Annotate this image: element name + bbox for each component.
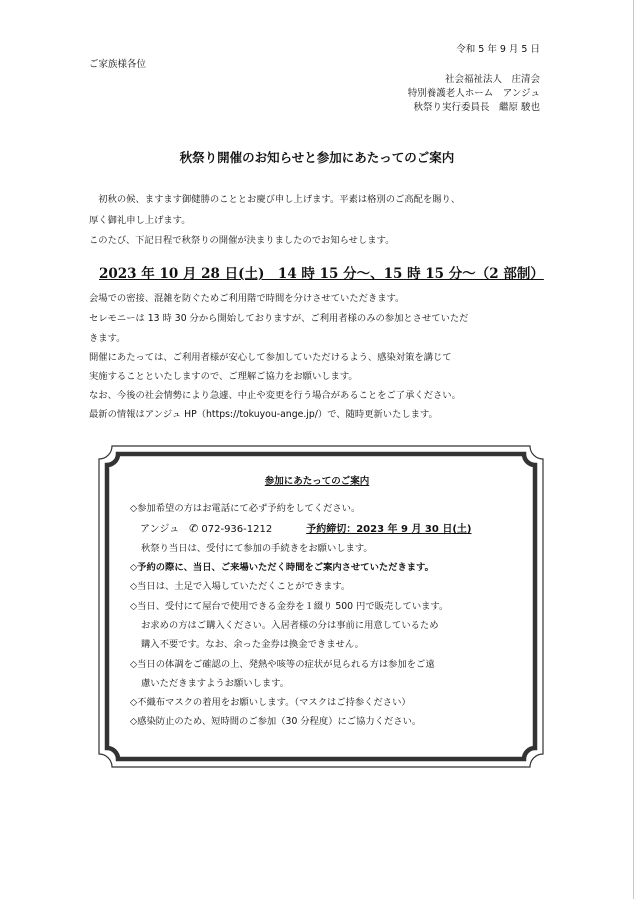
body-line: なお、今後の社会情勢により急遽、中止や変更を行う場合があることをご了承ください。 [89,390,461,401]
notice-box-title: 参加にあたってのご案内 [264,476,370,487]
body-line: セレモニーは 13 時 30 分から開始しておりますが、ご利用者様のみの参加とさせていただ [89,313,469,324]
short-stay-notice: ◇感染防止のため、短時間のご参加（30 分程度）にご協力ください。 [130,716,422,727]
mask-notice: ◇不織布マスクの着用をお願いします。（マスクはご持参ください） [130,697,411,708]
greeting-line: 初秋の候、ますます御健勝のこととお慶び申し上げます。平素は格別のご高配を賜り、 [89,194,461,205]
addressee: ご家族様各位 [89,59,147,70]
document-date: 令和 5 年 9 月 5 日 [456,44,540,55]
ticket-notice: ◇当日、受付にて屋台で使用できる金券を１綴り 500 円で販売しています。 [130,601,449,612]
body-line: 最新の情報はアンジュ HP（https://tokuyou-ange.jp/）で、随時更新いたします。 [89,409,438,420]
reservation-notice: ◇参加希望の方はお電話にて必ず予約をしてください。 [130,503,361,514]
time-notice: ◇予約の際に、当日、ご来場いただく時間をご案内させていただきます。 [130,562,434,573]
ticket-notice: お求めの方はご購入ください。入居者様の分は事前に用意しているため [141,620,439,631]
greeting-line: 厚く御礼申し上げます。 [89,215,191,226]
sender-person: 秋祭り実行委員長 繼原 駿也 [413,102,540,113]
greeting-line: このたび、下記日程で秋祭りの開催が決まりましたのでお知らせします。 [89,235,395,246]
page-title: 秋祭り開催のお知らせと参加にあたってのご案内 [179,150,455,165]
contact-name: アンジュ [140,524,180,535]
shoes-notice: ◇当日は、土足で入場していただくことができます。 [130,581,351,592]
sender-facility: 特別養護老人ホーム アンジュ [407,88,540,99]
reception-notice: 秋祭り当日は、受付にて参加の手続きをお願いします。 [141,543,373,554]
body-line: きます。 [89,333,126,344]
body-line: 実施することといたしますので、ご理解ご協力をお願いします。 [89,371,358,382]
body-line: 会場での密接、混雑を防ぐためご利用階で時間を分けさせていただきます。 [89,293,405,304]
event-schedule: 2023 年 10 月 28 日(土) 14 時 15 分～、15 時 15 分～（2 部制） [99,266,544,282]
phone-icon: ✆ [189,522,199,535]
sender-organization: 社会福祉法人 庄清会 [444,74,540,85]
ticket-notice: 購入不要です。なお、余った金券は換金できません。 [141,639,364,650]
health-notice: 慮いただきますようお願いします。 [141,678,290,689]
body-line: 開催にあたっては、ご利用者様が安心して参加していただけるよう、感染対策を講じて [89,352,452,363]
reservation-deadline: 予約締切：2023 年 9 月 30 日(土) [306,524,472,535]
health-notice: ◇当日の体調をご確認の上、発熱や咳等の症状が見られる方は参加をご遠 [130,659,435,670]
phone-number: 072-936-1212 [201,524,273,535]
contact-line [140,523,471,536]
